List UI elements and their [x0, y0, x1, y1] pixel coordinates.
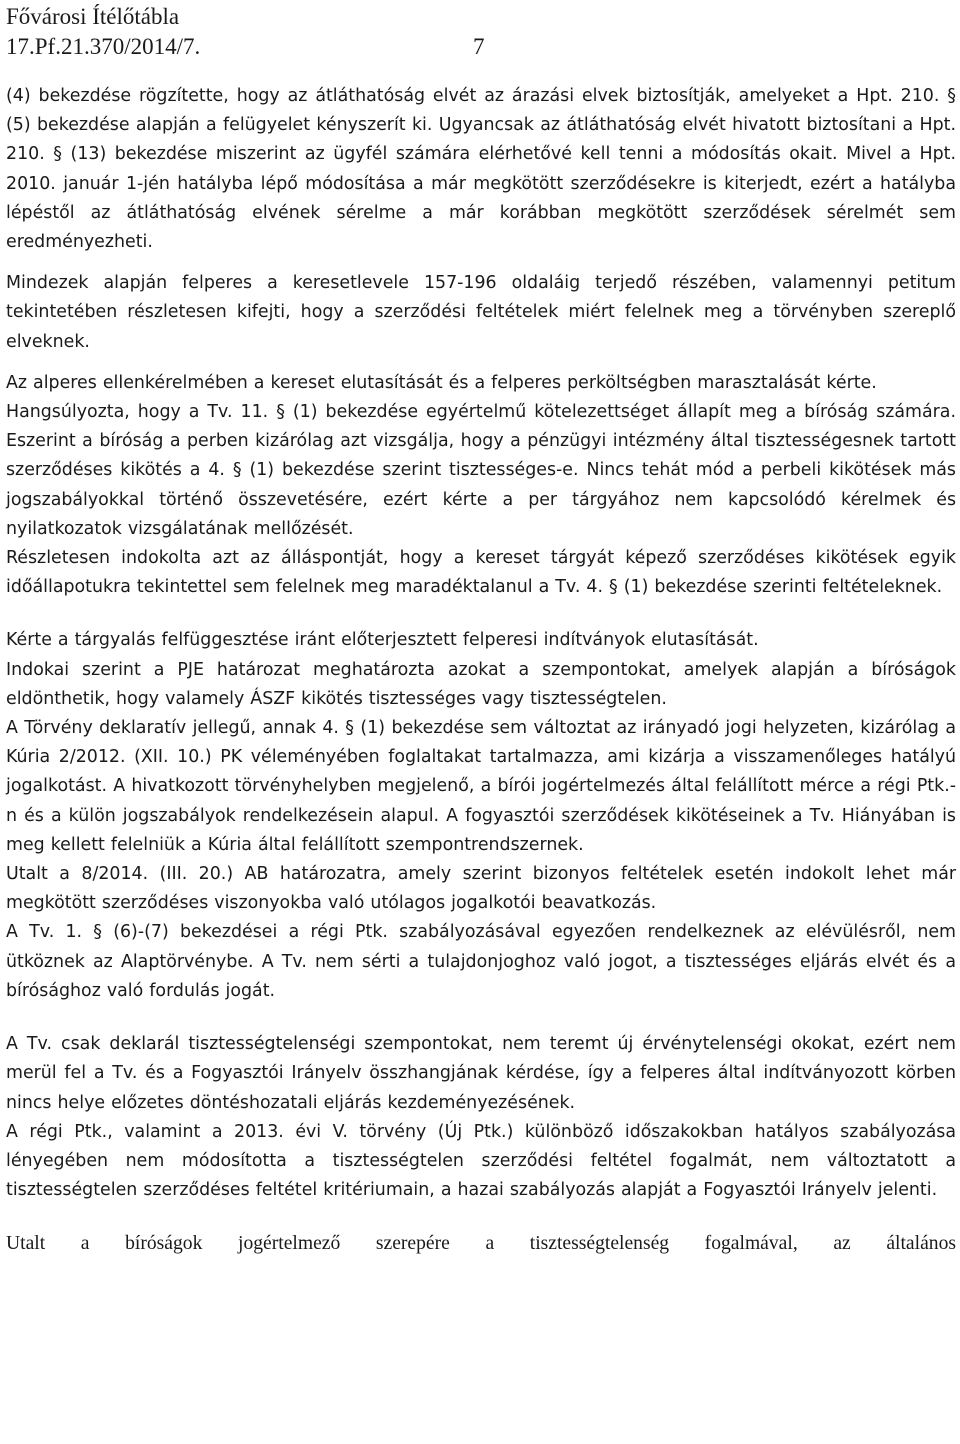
document-body: [6, 82, 956, 1259]
header-reference-line: [6, 32, 956, 62]
paragraph-old-new-ptk: A régi Ptk., valamint a 2013. évi V. törvény (Új Ptk.) különböző időszakokban hatályos szabályozása lényegében nem módosította a tisztességtelen szerződési feltétel fogalmát, nem változtatott a tisztességtelen szerződéses feltétel kritériumain, a hazai szabályozás alapját a Fogyasztói Irányelv jelenti.: [6, 1121, 956, 1201]
paragraph-emphasized-tv11: Hangsúlyozta, hogy a Tv. 11. § (1) bekezdése egyértelmű kötelezettséget állapít meg a bíróság számára. Eszerint a bíróság a perben kizárólag azt vizsgálja, hogy a pénzügyi intézmény által tisztességesnek tartott szerződéses kikötés a 4. § (1) bekezdése szerint tisztességes-e. Nincs tehát mód a perbeli kikötések más jogszabályokkal történő összevetésére, ezért kérte a per tárgyához nem kapcsolódó kérelmek és nyilatkozatok vizsgálatának mellőzését.: [6, 402, 956, 539]
document-page: [6, 0, 956, 1259]
paragraph-unfairness-criteria: A Tv. csak deklarál tisztességtelenségi szempontokat, nem teremt új érvénytelenségi okokat, ezért nem merül fel a Tv. és a Fogyasztói Irányelv összhangjának kérdése, így a felperes által indítványozott körben nincs helye előzetes döntéshozatali eljárás kezdeményezésének.: [6, 1034, 956, 1113]
paragraph-ab-decision: Utalt a 8/2014. (III. 20.) AB határozatra, amely szerint bizonyos feltételek esetén indokolt lehet már megkötött szerződéses viszonyokba való utólagos jogalkotói beavatkozás.: [6, 864, 956, 914]
case-number: 17.Pf.21.370/2014/7.: [6, 34, 201, 59]
paragraph-plaintiff-petitum: Mindezek alapján felperes a keresetlevele 157-196 oldaláig terjedő részében, valamennyi petitum tekintetében részletesen kifejti, hogy a szerződési feltételek miért felelnek meg a törvényben szereplő elveknek.: [6, 273, 956, 352]
page-number: 7: [473, 34, 485, 59]
document-header: [6, 2, 956, 62]
paragraph-suspension-request: Kérte a tárgyalás felfüggesztése iránt előterjesztett felperesi indítványok elutasítását.: [6, 630, 759, 651]
paragraph-defendant-request: Az alperes ellenkérelmében a kereset elutasítását és a felperes perköltségben marasztalását kérte.: [6, 372, 877, 393]
paragraph-detailed-position: Részletesen indokolta azt az álláspontját, hogy a kereset tárgyát képező szerződéses kikötések egyik időállapotukra tekintettel sem felelnek meg maradéktalanul a Tv. 4. § (1) bekezdése szerinti feltételeknek.: [6, 548, 956, 598]
paragraph-pje-decision: Indokai szerint a PJE határozat meghatározta azokat a szempontokat, amelyek alapján a bíróságok eldönthetik, hogy valamely ÁSZF kikötés tisztességes vagy tisztességtelen.: [6, 659, 956, 709]
paragraph-declarative-law: A Törvény deklaratív jellegű, annak 4. § (1) bekezdése sem változtat az irányadó jogi helyzeten, kizárólag a Kúria 2/2012. (XII. 10.) PK véleményében foglaltakat tartalmazza, ami kizárja a visszamenőleges hatályú jogalkotást. A hivatkozott törvényhelyben megjelenő, a bírói jogértelmezés által felállított mérce a régi Ptk.-n és a külön jogszabályok rendelkezésein alapul. A fogyasztói szerződések kikötéseinek a Tv. Hiányában is meg kellett felelniük a Kúria által felállított szempontrendszernek.: [6, 718, 956, 855]
paragraph-court-interpretation: Utalt a bíróságok jogértelmező szerepére a tisztességtelenség fogalmával, az általános: [6, 1233, 956, 1255]
paragraph-hpt-transparency: (4) bekezdése rögzítette, hogy az átláthatóság elvét az árazási elvek biztosítják, amelyeket a Hpt. 210. § (5) bekezdése alapján a felügyelet kényszerít ki. Ugyancsak az átláthatóság elvét hivatott biztosítani a Hpt. 210. § (13) bekezdése miszerint az ügyfél számára elérhetővé kell tenni a módosítás okait. Mivel a Hpt. 2010. január 1-jén hatályba lépő módosítása a már megkötött szerződésekre is kiterjedt, ezért a hatályba lépéstől az átláthatóság elvének sérelme a már korábban megkötött szerződések sérelmét sem eredményezheti.: [6, 86, 956, 253]
court-name: Fővárosi Ítélőtábla: [6, 4, 180, 29]
paragraph-limitation-rules: A Tv. 1. § (6)-(7) bekezdései a régi Ptk. szabályozásával egyezően rendelkeznek az elévülésről, nem ütköznek az Alaptörvénybe. A Tv. nem sérti a tulajdonjoghoz való jogot, a tisztességes eljárás elvét és a bírósághoz való fordulás jogát.: [6, 922, 956, 1001]
